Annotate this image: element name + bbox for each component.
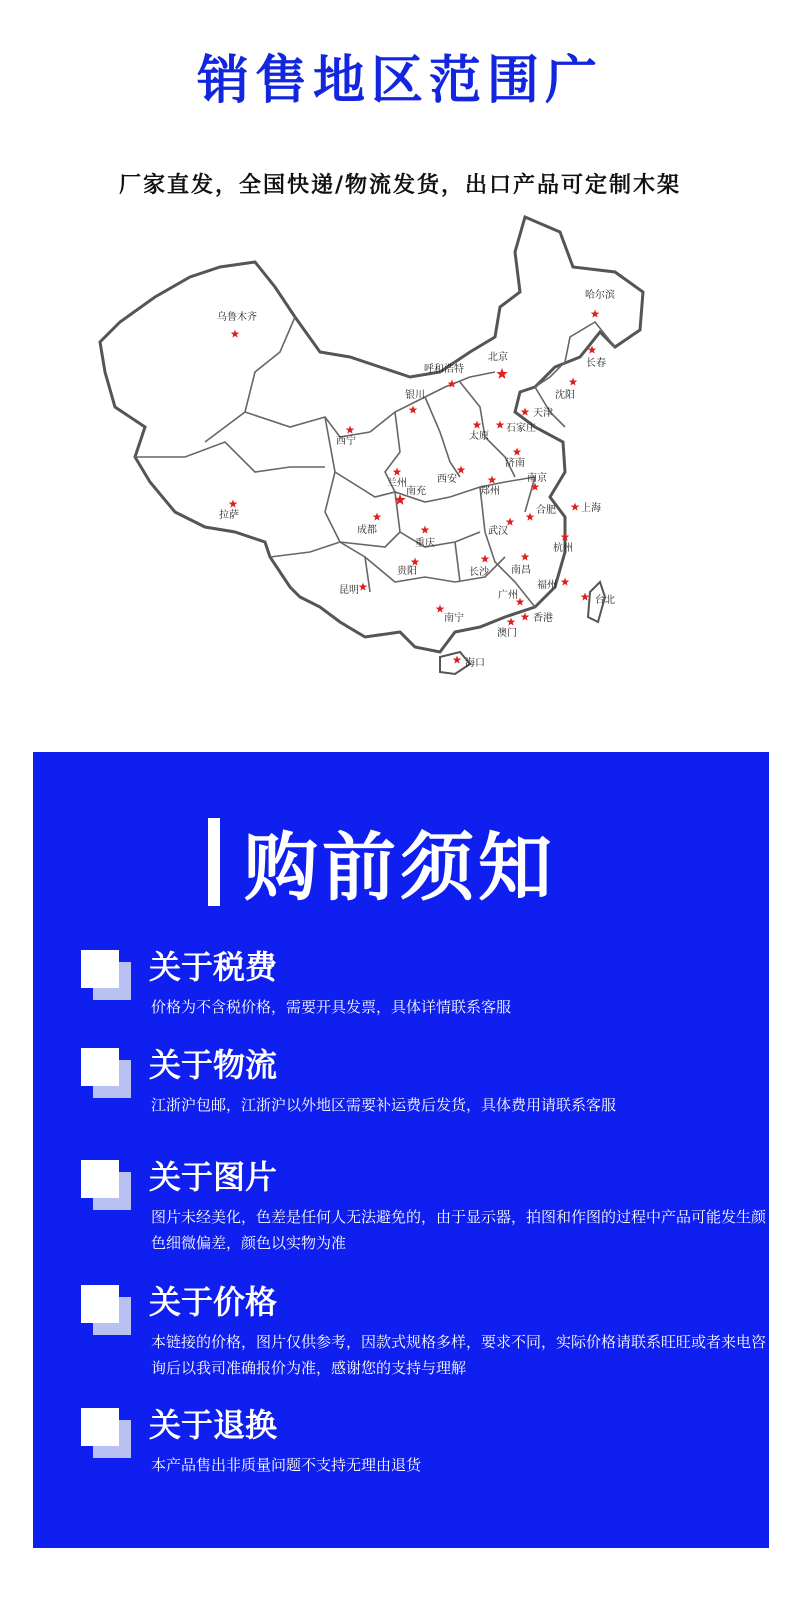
notice-item-title: 关于价格 xyxy=(149,1283,278,1321)
city-star-icon xyxy=(507,618,516,626)
city-label: 武汉 xyxy=(488,526,508,537)
city-label: 哈尔滨 xyxy=(585,290,615,301)
city-label: 北京 xyxy=(488,352,508,363)
city-label: 广州 xyxy=(498,590,518,601)
city-label: 呼和浩特 xyxy=(424,364,464,375)
notice-item-text: 图片未经美化，色差是任何人无法避免的，由于显示器，拍图和作图的过程中产品可能发生颜色细微偏差，颜色以实物为准 xyxy=(151,1208,767,1252)
city-label: 拉萨 xyxy=(219,510,239,521)
city-label: 澳门 xyxy=(497,628,517,639)
square-bullet-icon xyxy=(81,1408,127,1454)
page-subtitle: 厂家直发，全国快递/物流发货，出口产品可定制木架 xyxy=(118,173,682,198)
notice-item-text: 江浙沪包邮，江浙沪以外地区需要补运费后发货，具体费用请联系客服 xyxy=(151,1096,617,1114)
city-label: 郑州 xyxy=(480,486,500,497)
city-label: 香港 xyxy=(533,613,553,624)
city-label: 银川 xyxy=(405,390,425,401)
square-bullet-icon xyxy=(81,950,127,996)
china-map xyxy=(95,212,675,692)
city-star-icon xyxy=(571,503,580,511)
notice-heading-text: 购前须知 xyxy=(244,825,556,911)
city-label: 南昌 xyxy=(511,565,531,576)
city-label: 天津 xyxy=(533,408,553,419)
city-label: 海口 xyxy=(465,658,485,669)
notice-item-text: 本链接的价格，图片仅供参考，因款式规格多样，要求不同，实际价格请联系旺旺或者来电咨询后以我司准确报价为准，感谢您的支持与理解 xyxy=(151,1333,767,1377)
square-bullet-icon xyxy=(81,1048,127,1094)
notice-item-title: 关于图片 xyxy=(149,1158,278,1196)
city-label: 昆明 xyxy=(339,585,359,596)
city-label: 福州 xyxy=(537,580,557,591)
city-star-icon xyxy=(581,593,590,601)
city-label: 济南 xyxy=(505,458,525,469)
notice-panel xyxy=(33,752,769,1548)
city-star-icon xyxy=(561,578,570,586)
city-label: 南充 xyxy=(406,486,426,497)
notice-item-title: 关于税费 xyxy=(149,948,278,986)
china-map-svg xyxy=(95,212,675,692)
notice-heading xyxy=(208,817,556,911)
city-label: 成都 xyxy=(357,525,377,536)
city-label: 石家庄 xyxy=(506,423,536,434)
city-label: 南京 xyxy=(527,473,547,484)
city-label: 重庆 xyxy=(415,538,435,549)
city-star-icon xyxy=(521,408,530,416)
city-label: 西安 xyxy=(437,474,457,485)
city-star-icon xyxy=(569,378,578,386)
city-star-icon xyxy=(521,613,530,621)
city-label: 西宁 xyxy=(336,436,356,447)
city-label: 贵阳 xyxy=(397,566,417,577)
page-title: 销售地区范围广 xyxy=(196,51,603,111)
city-label: 兰州 xyxy=(387,478,407,489)
city-label: 上海 xyxy=(581,503,601,514)
notice-item-text: 本产品售出非质量问题不支持无理由退货 xyxy=(151,1456,422,1474)
heading-bar xyxy=(208,818,220,906)
square-bullet-icon xyxy=(81,1285,127,1331)
notice-item-text: 价格为不含税价格，需要开具发票，具体详情联系客服 xyxy=(151,998,512,1016)
city-label: 乌鲁木齐 xyxy=(217,312,257,323)
city-label: 南宁 xyxy=(444,613,464,624)
city-label: 长春 xyxy=(586,358,606,369)
notice-item-title: 关于物流 xyxy=(149,1046,278,1084)
notice-item-title: 关于退换 xyxy=(149,1406,278,1444)
city-label: 沈阳 xyxy=(555,390,575,401)
city-label: 杭州 xyxy=(553,543,573,554)
china-outline xyxy=(100,217,643,652)
city-label: 台北 xyxy=(595,595,615,606)
city-label: 合肥 xyxy=(536,505,556,516)
square-bullet-icon xyxy=(81,1160,127,1206)
city-label: 长沙 xyxy=(469,567,489,578)
city-label: 太原 xyxy=(469,431,489,442)
